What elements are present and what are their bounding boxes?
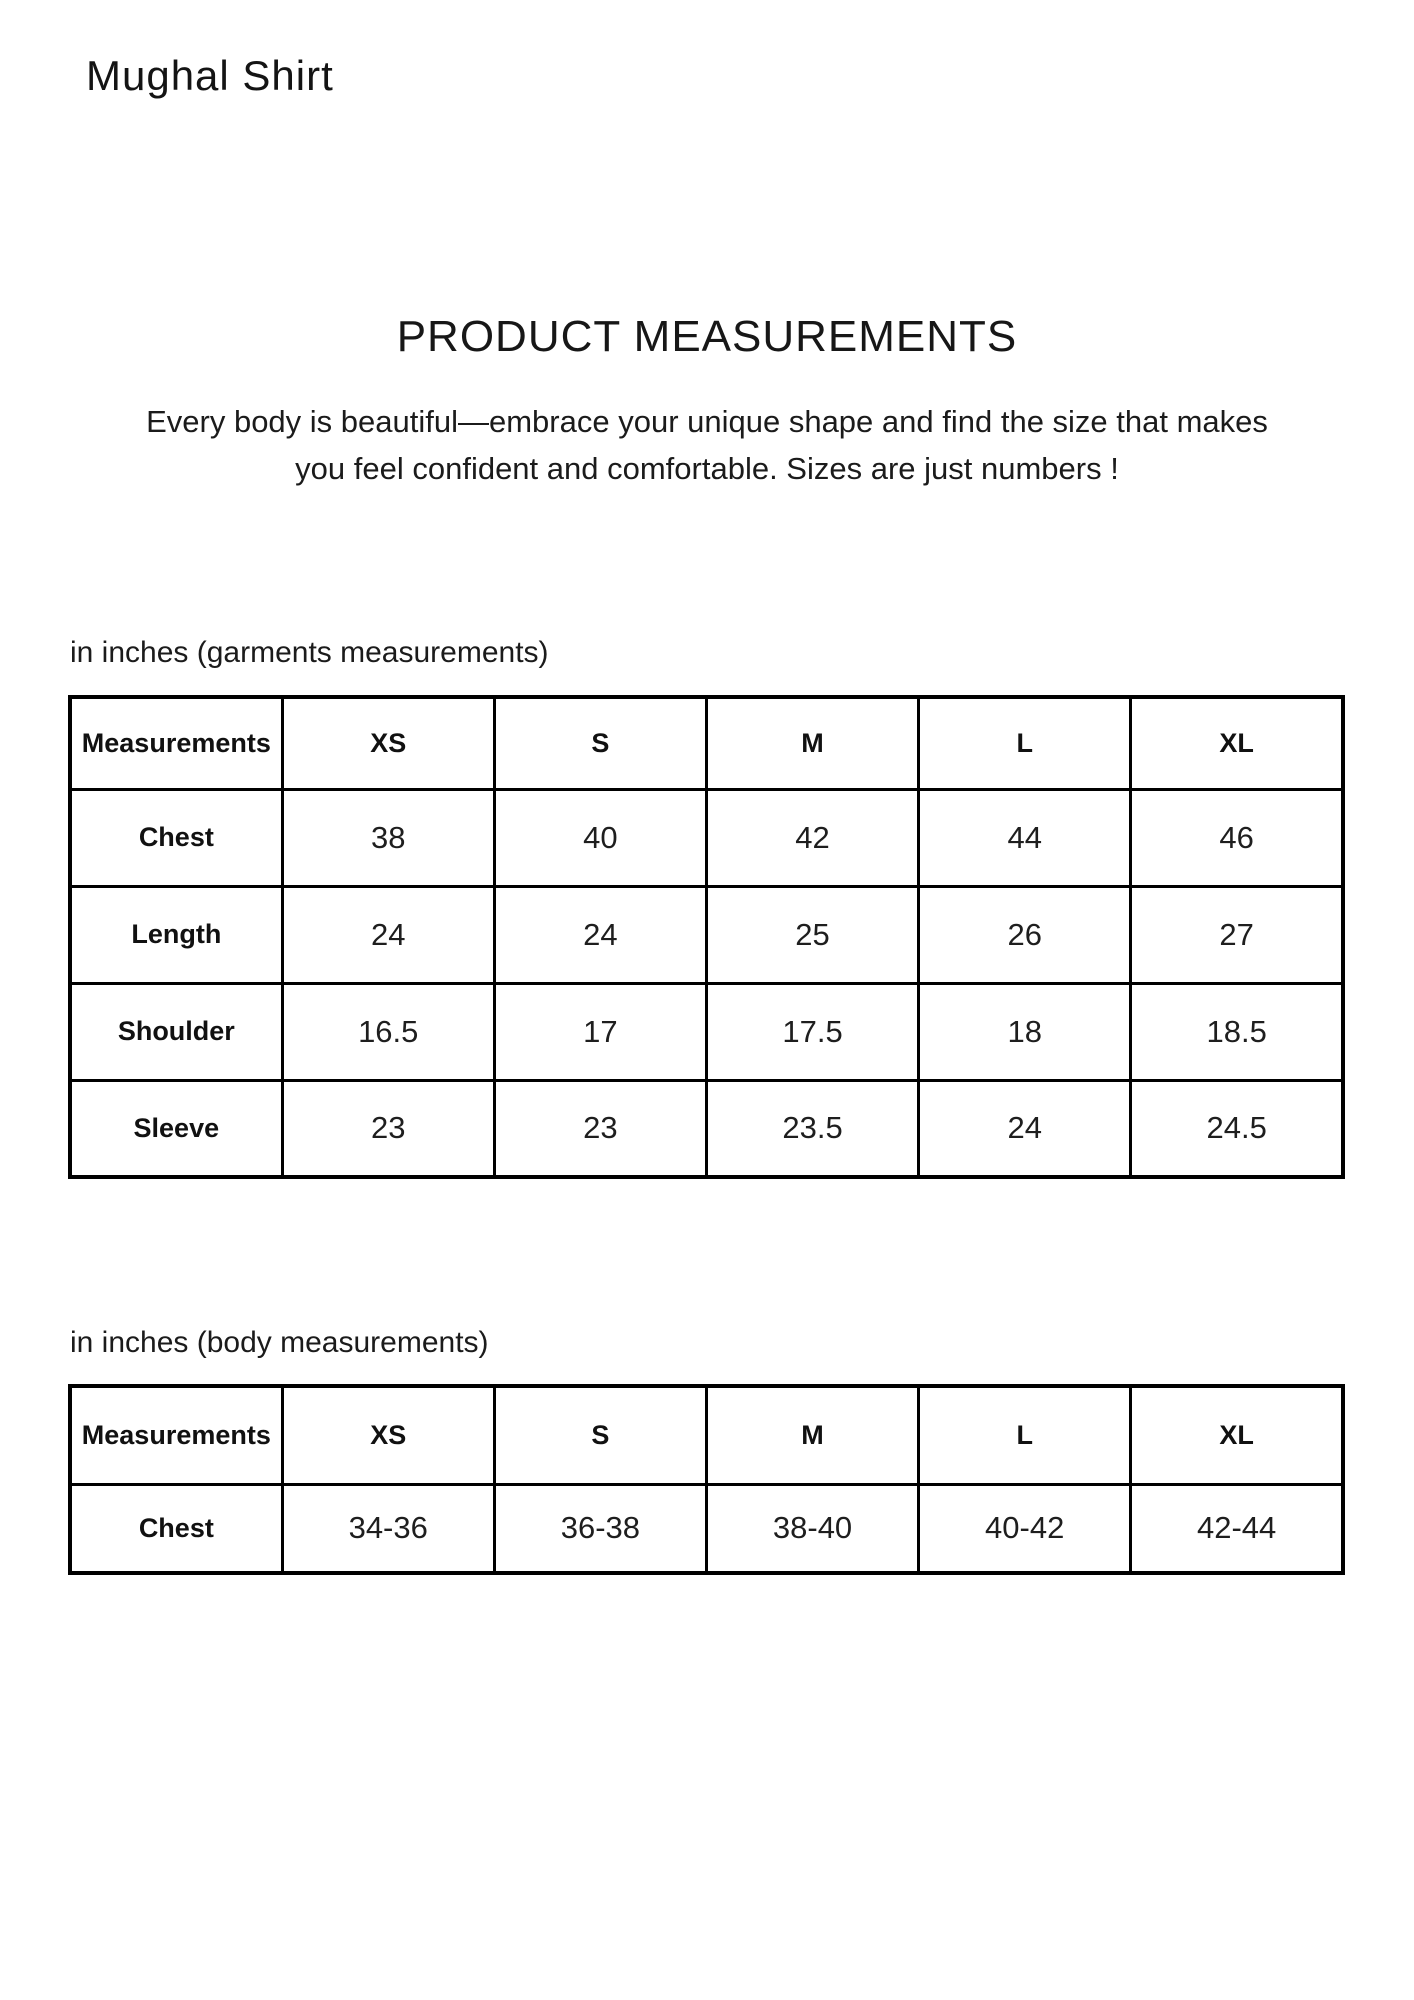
cell-sleeve-m: 23.5 — [706, 1080, 918, 1177]
body-col-header-xl: XL — [1131, 1386, 1343, 1484]
garment-col-header-s: S — [494, 697, 706, 789]
body-cell-chest-xl: 42-44 — [1131, 1484, 1343, 1573]
garment-col-header-measurements: Measurements — [70, 697, 282, 789]
cell-sleeve-l: 24 — [919, 1080, 1131, 1177]
body-cell-chest-l: 40-42 — [919, 1484, 1131, 1573]
body-row-label-chest: Chest — [70, 1484, 282, 1573]
product-title: Mughal Shirt — [86, 52, 334, 99]
body-col-header-m: M — [706, 1386, 918, 1484]
cell-chest-xs: 38 — [282, 789, 494, 886]
cell-sleeve-xl: 24.5 — [1131, 1080, 1343, 1177]
cell-length-m: 25 — [706, 886, 918, 983]
garment-col-header-l: L — [919, 697, 1131, 789]
body-col-header-measurements: Measurements — [70, 1386, 282, 1484]
page-subtitle: Every body is beautiful—embrace your unique shape and find the size that makes you feel confident and comfortable. Sizes are just numbers ! — [146, 404, 1268, 487]
garment-row-chest — [70, 789, 1343, 886]
garment-row-shoulder — [70, 983, 1343, 1080]
body-col-header-s: S — [494, 1386, 706, 1484]
cell-length-s: 24 — [494, 886, 706, 983]
body-col-header-xs: XS — [282, 1386, 494, 1484]
body-cell-chest-xs: 34-36 — [282, 1484, 494, 1573]
cell-chest-l: 44 — [919, 789, 1131, 886]
garment-col-header-xl: XL — [1131, 697, 1343, 789]
row-label-sleeve: Sleeve — [70, 1080, 282, 1177]
cell-length-xl: 27 — [1131, 886, 1343, 983]
body-cell-chest-m: 38-40 — [706, 1484, 918, 1573]
cell-sleeve-xs: 23 — [282, 1080, 494, 1177]
cell-chest-xl: 46 — [1131, 789, 1343, 886]
garment-col-header-m: M — [706, 697, 918, 789]
page-heading: PRODUCT MEASUREMENTS — [396, 312, 1018, 361]
garment-col-header-xs: XS — [282, 697, 494, 789]
garment-table-label: in inches (garments measurements) — [70, 636, 549, 669]
row-label-length: Length — [70, 886, 282, 983]
cell-shoulder-l: 18 — [919, 983, 1131, 1080]
body-row-chest — [70, 1484, 1343, 1573]
body-table-header-row — [70, 1386, 1343, 1484]
body-table-label: in inches (body measurements) — [70, 1326, 489, 1359]
garment-row-sleeve — [70, 1080, 1343, 1177]
body-col-header-l: L — [919, 1386, 1131, 1484]
garment-measurements-table — [68, 695, 1345, 1179]
row-label-chest: Chest — [70, 789, 282, 886]
row-label-shoulder: Shoulder — [70, 983, 282, 1080]
cell-shoulder-s: 17 — [494, 983, 706, 1080]
cell-sleeve-s: 23 — [494, 1080, 706, 1177]
cell-chest-m: 42 — [706, 789, 918, 886]
body-cell-chest-s: 36-38 — [494, 1484, 706, 1573]
cell-shoulder-m: 17.5 — [706, 983, 918, 1080]
cell-shoulder-xl: 18.5 — [1131, 983, 1343, 1080]
body-measurements-table — [68, 1384, 1345, 1575]
garment-table-header-row — [70, 697, 1343, 789]
cell-length-xs: 24 — [282, 886, 494, 983]
cell-shoulder-xs: 16.5 — [282, 983, 494, 1080]
cell-length-l: 26 — [919, 886, 1131, 983]
cell-chest-s: 40 — [494, 789, 706, 886]
garment-row-length — [70, 886, 1343, 983]
